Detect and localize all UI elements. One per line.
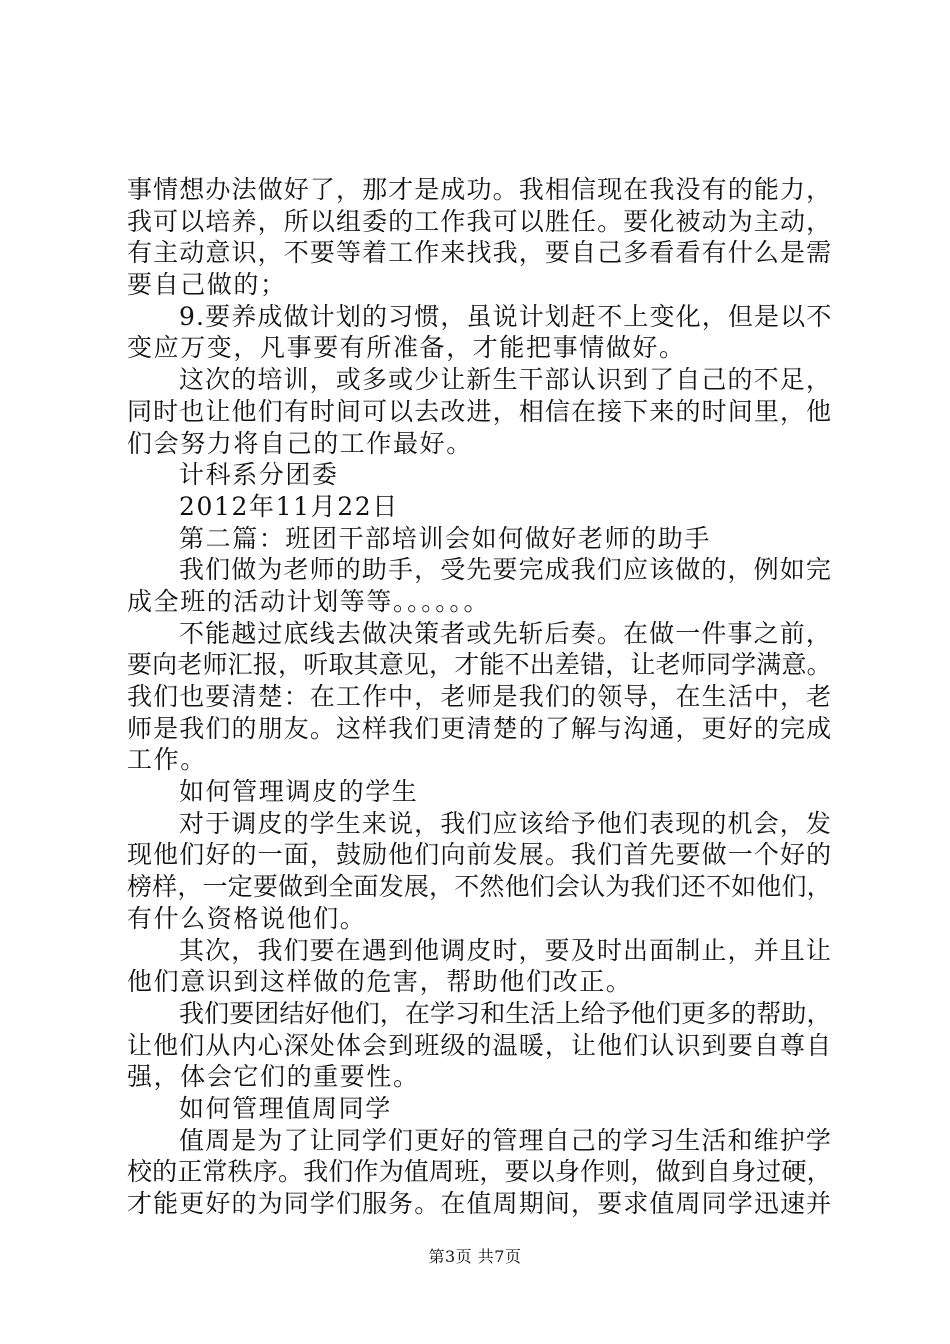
text-line: 们会努力将自己的工作最好。 — [127, 428, 473, 458]
text-line: 现他们好的一面，鼓励他们向前发展。我们首先要做一个好的 — [127, 840, 833, 870]
text-line: 工作。 — [127, 745, 207, 775]
text-line: 第二篇：班团干部培训会如何做好老师的助手 — [179, 523, 712, 553]
text-line: 成全班的活动计划等等。。。。。。 — [127, 586, 491, 616]
text-line: 其次，我们要在遇到他调皮时，要及时出面制止，并且让 — [179, 935, 833, 965]
text-line: 变应万变，凡事要有所准备，才能把事情做好。 — [127, 333, 686, 363]
text-line: 让他们从内心深处体会到班级的温暖，让他们认识到要自尊自 — [127, 1030, 833, 1060]
text-line: 校的正常秩序。我们作为值周班，要以身作则，做到自身过硬， — [127, 1157, 832, 1187]
text-line: 如何管理值周同学 — [179, 1093, 392, 1123]
text-line: 强，体会它们的重要性。 — [127, 1062, 420, 1092]
text-line: 对于调皮的学生来说，我们应该给予他们表现的机会，发 — [179, 808, 833, 838]
text-line: 有主动意识，不要等着工作来找我，要自己多看看有什么是需 — [127, 238, 833, 268]
text-line: 我们也要清楚：在工作中，老师是我们的领导，在生活中，老 — [127, 682, 833, 711]
document-body — [127, 174, 832, 1220]
text-line: 9.要养成做计划的习惯，虽说计划赶不上变化，但是以不 — [179, 301, 833, 331]
text-line: 要向老师汇报，听取其意见，才能不出差错，让老师同学满意。 — [127, 650, 832, 680]
text-line: 值周是为了让同学们更好的管理自己的学习生活和维护学 — [179, 1125, 833, 1155]
text-line: 这次的培训，或多或少让新生干部认识到了自己的不足， — [179, 365, 833, 395]
text-line: 2012年11月22日 — [179, 491, 399, 521]
text-line: 我们要团结好他们，在学习和生活上给予他们更多的帮助， — [179, 998, 832, 1028]
text-line: 要自己做的； — [127, 270, 287, 300]
text-line: 同时也让他们有时间可以去改进，相信在接下来的时间里，他 — [127, 396, 833, 426]
text-line: 我可以培养，所以组委的工作我可以胜任。要化被动为主动， — [127, 206, 833, 236]
text-line: 事情想办法做好了，那才是成功。我相信现在我没有的能力， — [127, 175, 833, 204]
text-line: 榜样，一定要做到全面发展，不然他们会认为我们还不如他们， — [127, 872, 832, 902]
text-line: 我们做为老师的助手，受先要完成我们应该做的，例如完 — [179, 555, 833, 585]
text-line: 他们意识到这样做的危害，帮助他们改正。 — [127, 967, 633, 997]
text-line: 如何管理调皮的学生 — [179, 777, 419, 807]
text-line: 师是我们的朋友。这样我们更清楚的了解与沟通，更好的完成 — [127, 713, 833, 743]
text-line: 计科系分团委 — [179, 460, 339, 490]
text-line: 有什么资格说他们。 — [127, 903, 367, 933]
text-line: 不能越过底线去做决策者或先斩后奏。在做一件事之前， — [179, 618, 833, 648]
text-line: 才能更好的为同学们服务。在值周期间，要求值周同学迅速并 — [127, 1189, 833, 1218]
page-footer: 第3页 共7页 — [428, 1247, 522, 1266]
